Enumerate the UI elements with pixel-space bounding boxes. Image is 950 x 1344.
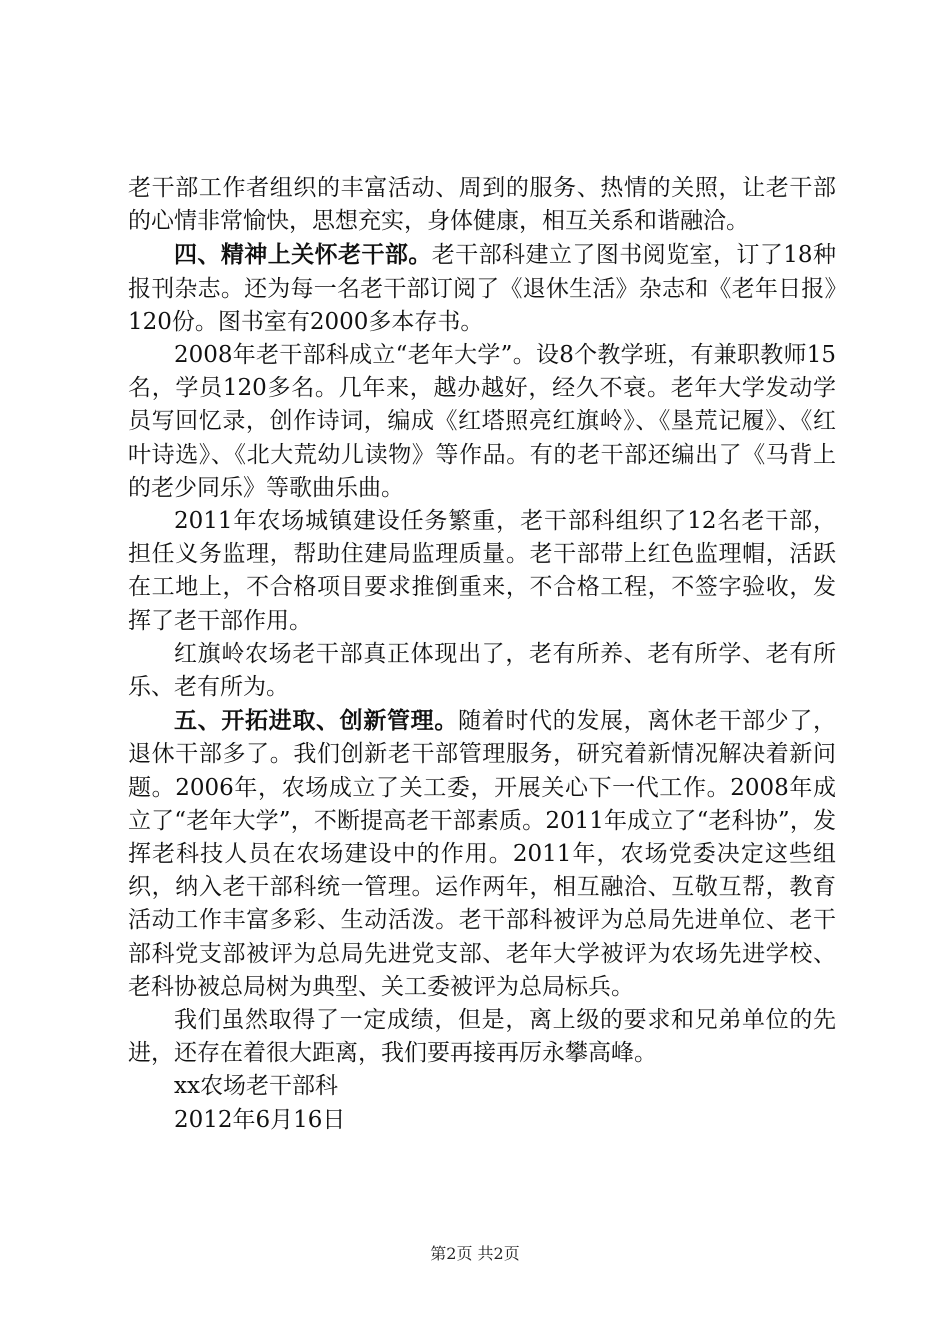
paragraph-conclusion — [128, 1004, 836, 1070]
paragraph-text: 红旗岭农场老干部真正体现出了，老有所养、老有所学、老有所乐、老有所为。 — [128, 640, 836, 701]
paragraph-continuation — [128, 172, 836, 238]
paragraph-section-five — [128, 704, 836, 1004]
page-number-footer: 第2页 共2页 — [430, 1244, 520, 1263]
paragraph-text: 2008年老干部科成立“老年大学”。设8个教学班，有兼职教师15名，学员120多名。几年来，越办越好，经久不衰。老年大学发动学员写回忆录，创作诗词，编成《红塔照亮红旗岭》、《垦荒记履》、《红叶诗选》、《北大荒幼儿读物》等作品。有的老干部还编出了《马背上的老少同乐》等歌曲乐曲。 — [128, 342, 836, 501]
paragraph-section-four — [128, 238, 836, 339]
paragraph-text: 老干部科建立了图书阅览室，订了18种报刊杂志。还为每一名老干部订阅了《退休生活》杂志和《老年日报》120份。图书室有2000多本存书。 — [128, 242, 836, 335]
document-body — [128, 172, 836, 1137]
paragraph-text: 我们虽然取得了一定成绩，但是，离上级的要求和兄弟单位的先进，还存在着很大距离，我们要再接再厉永攀高峰。 — [128, 1007, 836, 1067]
paragraph-text: 2011年农场城镇建设任务繁重，老干部科组织了12名老干部，担任义务监理，帮助住建局监理质量。老干部带上红色监理帽，活跃在工地上，不合格项目要求推倒重来，不合格工程，不签字验收，发挥了老干部作用。 — [128, 508, 836, 634]
section-heading: 四、精神上关怀老干部。 — [174, 241, 432, 269]
paragraph-summary — [128, 638, 836, 704]
signature-date: 2012年6月16日 — [174, 1106, 346, 1133]
signature-organization: xx农场老干部科 — [174, 1073, 338, 1100]
paragraph-text: 老干部工作者组织的丰富活动、周到的服务、热情的关照，让老干部的心情非常愉快，思想充实，身体健康，相互关系和谐融洽。 — [128, 175, 836, 235]
paragraph-supervision — [128, 505, 836, 638]
section-heading: 五、开拓进取、创新管理。 — [174, 707, 458, 735]
paragraph-text: 随着时代的发展，离休老干部少了，退休干部多了。我们创新老干部管理服务，研究着新情况解决着新问题。2006年，农场成立了关工委，开展关心下一代工作。2008年成立了“老年大学”，不断提高老干部素质。2011年成立了“老科协”，发挥老科技人员在农场建设中的作用。2011年，农场党委决定这些组织，纳入老干部科统一管理。运作两年，相互融洽、互敬互帮，教育活动工作丰富多彩、生动活泼。老干部科被评为总局先进单位、老干部科党支部被评为总局先进党支部、老年大学被评为农场先进学校、老科协被总局树为典型、关工委被评为总局标兵。 — [128, 708, 837, 1000]
paragraph-senior-university — [128, 339, 836, 505]
